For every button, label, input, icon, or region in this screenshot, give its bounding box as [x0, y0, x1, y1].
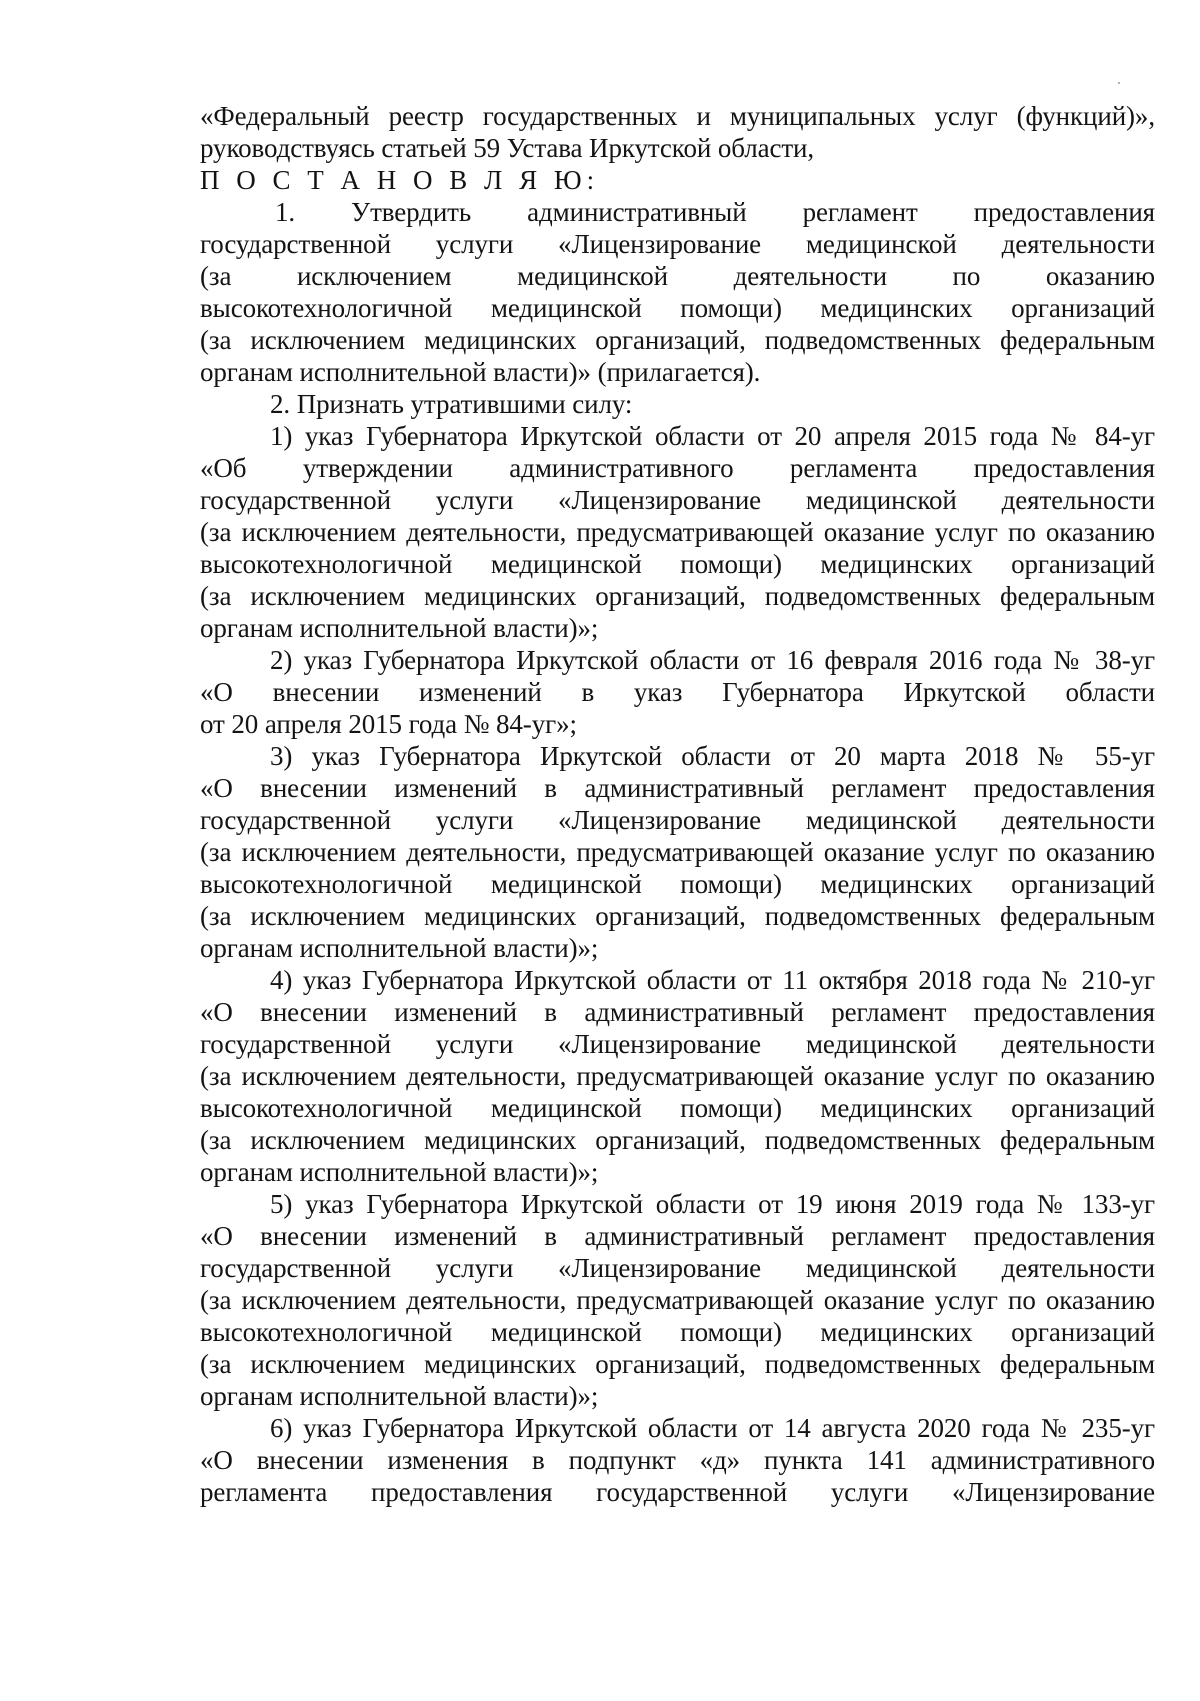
- text-line: высокотехнологичной медицинской помощи) медицинских организаций: [200, 869, 1155, 899]
- text-line: государственной услуги «Лицензирование медицинской деятельности: [200, 229, 1155, 259]
- text-line: (за исключением деятельности, предусматривающей оказание услуг по оказанию: [200, 837, 1155, 867]
- text-line: государственной услуги «Лицензирование медицинской деятельности: [200, 1029, 1155, 1059]
- text-line: 2. Признать утратившими силу:: [270, 389, 633, 419]
- text-line: 1) указ Губернатора Иркутской области от 20 апреля 2015 года № 84-уг: [270, 421, 1155, 451]
- text-line: «О внесении изменения в подпункт «д» пункта 141 административного: [200, 1445, 1155, 1475]
- text-line: регламента предоставления государственной услуги «Лицензирование: [200, 1477, 1155, 1507]
- text-line: «О внесении изменений в указ Губернатора Иркутской области: [200, 677, 1155, 707]
- text-line: (за исключением медицинской деятельности по оказанию: [200, 261, 1155, 291]
- text-line: 4) указ Губернатора Иркутской области от 11 октября 2018 года № 210-уг: [270, 965, 1155, 995]
- text-line: 3) указ Губернатора Иркутской области от 20 марта 2018 № 55-уг: [270, 741, 1155, 771]
- text-line: «О внесении изменений в административный регламент предоставления: [200, 773, 1155, 803]
- text-line: высокотехнологичной медицинской помощи) медицинских организаций: [200, 293, 1155, 323]
- text-line: «Федеральный реестр государственных и муниципальных услуг (функций)»,: [200, 101, 1155, 131]
- text-line: (за исключением деятельности, предусматривающей оказание услуг по оказанию: [200, 1285, 1155, 1315]
- text-line: (за исключением медицинских организаций, подведомственных федеральным: [200, 325, 1155, 355]
- text-line: государственной услуги «Лицензирование медицинской деятельности: [200, 805, 1155, 835]
- text-line: 5) указ Губернатора Иркутской области от 19 июня 2019 года № 133-уг: [270, 1189, 1155, 1219]
- text-line: высокотехнологичной медицинской помощи) медицинских организаций: [200, 1317, 1155, 1347]
- text-line: органам исполнительной власти)»;: [200, 1157, 599, 1187]
- text-line: органам исполнительной власти)» (прилагается).: [200, 357, 761, 387]
- text-line: (за исключением медицинских организаций, подведомственных федеральным: [200, 581, 1155, 611]
- text-line: (за исключением медицинских организаций, подведомственных федеральным: [200, 1125, 1155, 1155]
- text-line: государственной услуги «Лицензирование медицинской деятельности: [200, 1253, 1155, 1283]
- text-line: 2) указ Губернатора Иркутской области от 16 февраля 2016 года № 38-уг: [270, 645, 1155, 675]
- text-line: (за исключением деятельности, предусматривающей оказание услуг по оказанию: [200, 517, 1155, 547]
- text-line: органам исполнительной власти)»;: [200, 613, 599, 643]
- text-line: высокотехнологичной медицинской помощи) медицинских организаций: [200, 1093, 1155, 1123]
- text-line: руководствуясь статьей 59 Устава Иркутской области,: [200, 133, 815, 163]
- text-line: «О внесении изменений в административный регламент предоставления: [200, 997, 1155, 1027]
- text-line: органам исполнительной власти)»;: [200, 933, 599, 963]
- text-line: «Об утверждении административного регламента предоставления: [200, 453, 1155, 483]
- text-line: органам исполнительной власти)»;: [200, 1381, 599, 1411]
- text-line: (за исключением медицинских организаций, подведомственных федеральным: [200, 901, 1155, 931]
- text-line: (за исключением деятельности, предусматривающей оказание услуг по оказанию: [200, 1061, 1155, 1091]
- text-line: государственной услуги «Лицензирование медицинской деятельности: [200, 485, 1155, 515]
- text-line: от 20 апреля 2015 года № 84-уг»;: [200, 709, 577, 739]
- scan-speck: [1118, 82, 1120, 84]
- text-line: высокотехнологичной медицинской помощи) медицинских организаций: [200, 549, 1155, 579]
- text-line: 6) указ Губернатора Иркутской области от 14 августа 2020 года № 235-уг: [270, 1413, 1155, 1443]
- text-line: «О внесении изменений в административный регламент предоставления: [200, 1221, 1155, 1251]
- text-line: (за исключением медицинских организаций, подведомственных федеральным: [200, 1349, 1155, 1379]
- text-line: 1. Утвердить административный регламент предоставления: [275, 197, 1155, 227]
- document-body: [200, 100, 1155, 1508]
- decree-heading: П О С Т А Н О В Л Я Ю:: [200, 165, 600, 195]
